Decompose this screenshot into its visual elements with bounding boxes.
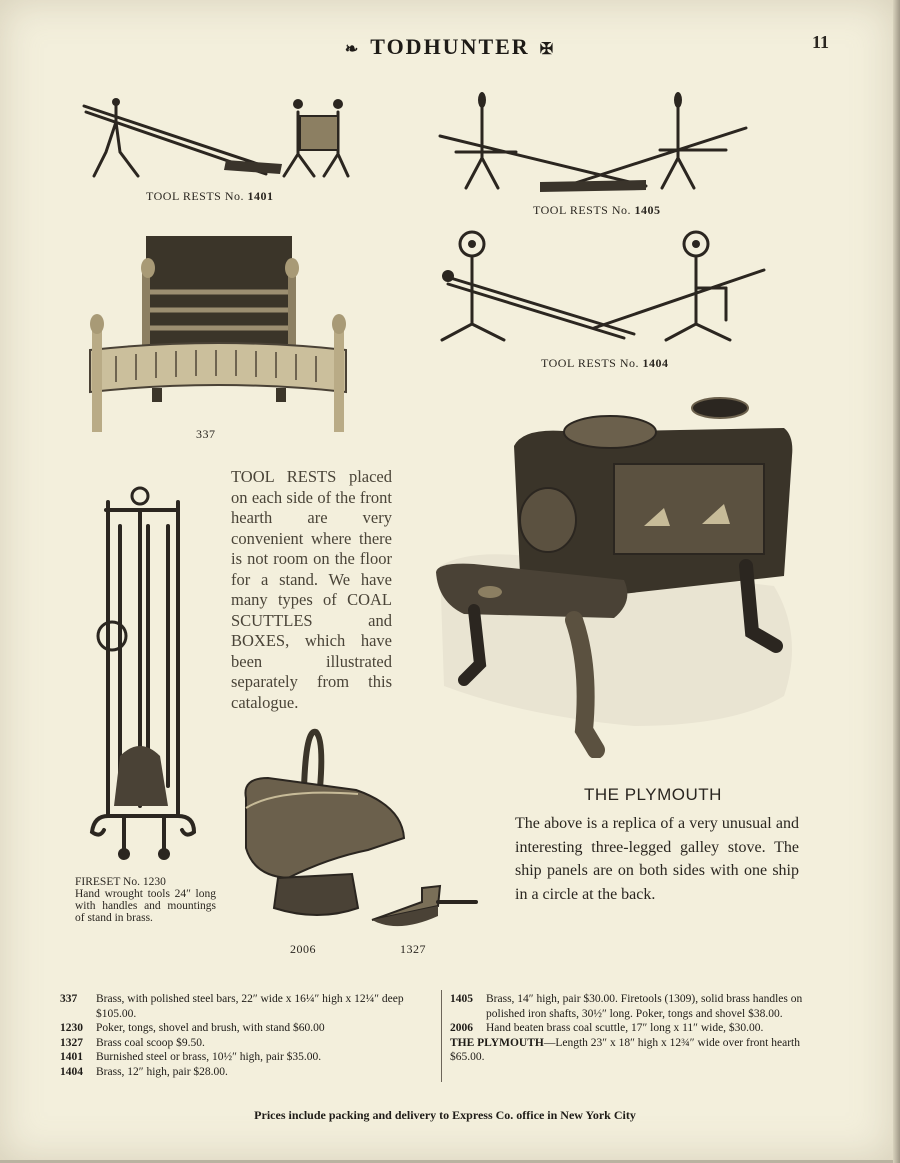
tool-rests-1401-caption: TOOL RESTS No. 1401 xyxy=(146,189,274,203)
price-list-divider xyxy=(441,990,442,1082)
tool-rests-1404-caption: TOOL RESTS No. 1404 xyxy=(541,356,669,370)
price-item: 1404 Brass, 12″ high, pair $28.00. xyxy=(60,1065,228,1078)
scuttle-2006-caption: 2006 xyxy=(290,942,316,956)
price-list-left xyxy=(60,992,432,1079)
plymouth-title: THE PLYMOUTH xyxy=(584,785,722,804)
price-item: 337 Brass, with polished steel bars, 22″ wide x 16¼″ high x 12¼″ deep $105.00. xyxy=(60,993,404,1020)
coal-scoop-1327-illustration xyxy=(368,880,480,934)
fireset-title: FIRESET No. 1230 xyxy=(75,876,166,888)
plymouth-description: The above is a replica of a very unusual and interesting three-legged galley stove. The ship panels are on both sides with one ship in a circle at the back. xyxy=(515,815,799,903)
brand-title: TODHUNTER xyxy=(370,34,530,59)
tool-rests-1405-illustration xyxy=(436,90,756,198)
tool-rests-1405-caption: TOOL RESTS No. 1405 xyxy=(533,203,661,217)
price-item: 1401 Burnished steel or brass, 10½″ high, pair $35.00. xyxy=(60,1051,322,1063)
page-edge xyxy=(893,0,900,1163)
header-ornament-left-icon: ❧ xyxy=(344,41,361,58)
header-ornament-right-icon: ✠ xyxy=(539,41,556,58)
tool-rests-1401-illustration xyxy=(76,92,356,187)
price-item: 1327 Brass coal scoop $9.50. xyxy=(60,1036,205,1049)
price-item: 1230 Poker, tongs, shovel and brush, with stand $60.00 xyxy=(60,1022,325,1034)
fireset-1230-illustration xyxy=(84,486,204,864)
footer-note: Prices include packing and delivery to Express Co. office in New York City xyxy=(254,1108,636,1122)
price-item: 1405 Brass, 14″ high, pair $30.00. Firetools (1309), solid brass handles on polished iron shafts, 30½″ long. Poker, tongs and shovel $38.00. xyxy=(450,993,803,1020)
catalog-header xyxy=(0,34,900,60)
fire-grate-337-illustration xyxy=(86,232,350,436)
fireset-description xyxy=(75,876,216,924)
price-list-right xyxy=(450,992,822,1065)
tool-rests-1404-illustration xyxy=(434,228,768,350)
fireset-text: Hand wrought tools 24″ long with handles and mountings of stand in brass. xyxy=(75,888,216,924)
price-item: 2006 Hand beaten brass coal scuttle, 17″ long x 11″ wide, $30.00. xyxy=(450,1022,764,1034)
price-item-plymouth: THE PLYMOUTH—Length 23″ x 18″ high x 12¾″ wide over front hearth $65.00. xyxy=(450,1036,800,1063)
scoop-1327-caption: 1327 xyxy=(400,942,426,956)
page-number: 11 xyxy=(812,32,830,52)
tool-rests-description: TOOL RESTS placed on each side of the front hearth are very convenient where there is not room on the floor for a stand. We have many types of COAL SCUTTLES and BOXES, which have been illustrated separately from this catalogue. xyxy=(231,467,392,712)
plymouth-stove-illustration xyxy=(434,396,804,758)
grate-337-caption: 337 xyxy=(196,427,216,441)
